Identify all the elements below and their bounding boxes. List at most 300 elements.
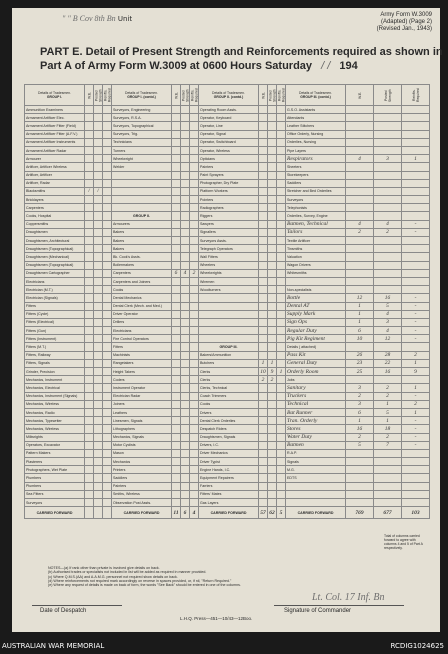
despatch-line xyxy=(32,605,122,606)
value-cell xyxy=(259,155,268,163)
value-cell xyxy=(85,392,94,400)
trade-cell: Bricklayers xyxy=(25,196,85,204)
value-cell xyxy=(277,106,286,114)
value-cell xyxy=(190,482,199,490)
trade-cell: Butchers xyxy=(199,359,259,367)
trade-cell: Attendants xyxy=(286,114,346,122)
value-cell xyxy=(103,400,112,408)
value-cell xyxy=(190,245,199,253)
trade-cell: Orderlies, Nursing xyxy=(286,138,346,146)
value-cell xyxy=(85,408,94,416)
trade-cell: Motor Cyclists xyxy=(112,441,172,449)
column-header-detail: Details of Tradesmen. GROUP II. (contd.) xyxy=(199,85,259,106)
value-cell xyxy=(94,146,103,154)
value-cell xyxy=(181,482,190,490)
value-cell xyxy=(103,351,112,359)
value-cell xyxy=(94,106,103,114)
value-cell xyxy=(259,400,268,408)
value-cell xyxy=(268,490,277,498)
column-header-detail: Details of Tradesmen. GROUP III. (contd.) xyxy=(286,85,346,106)
trade-cell: Plasterers xyxy=(25,458,85,466)
value-cell xyxy=(181,187,190,195)
trade-cell: Batmen xyxy=(286,441,346,449)
value-cell xyxy=(103,114,112,122)
trade-cell: Carpenters and Joiners xyxy=(112,277,172,285)
column-header-b: Posted Strength xyxy=(181,85,190,106)
value-cell xyxy=(94,220,103,228)
trade-cell: Truckers xyxy=(286,392,346,400)
value-cell: - xyxy=(402,417,430,425)
trade-cell: Electricians xyxy=(112,327,172,335)
value-cell xyxy=(85,458,94,466)
value-cell xyxy=(190,130,199,138)
value-cell xyxy=(259,343,268,351)
trade-cell: Carpenters xyxy=(25,204,85,212)
value-cell xyxy=(94,196,103,204)
value-cell: 10 xyxy=(346,335,374,343)
value-cell xyxy=(103,449,112,457)
value-cell xyxy=(181,106,190,114)
trade-cell xyxy=(199,318,259,326)
value-cell xyxy=(259,458,268,466)
value-cell xyxy=(172,138,181,146)
value-cell: 1 xyxy=(346,417,374,425)
table-row xyxy=(25,368,430,376)
trade-cell: Artificer, Radar xyxy=(25,179,85,187)
value-cell xyxy=(181,253,190,261)
value-cell xyxy=(172,237,181,245)
value-cell xyxy=(190,376,199,384)
trade-cell: GROUP II. xyxy=(112,212,172,220)
value-cell: 12 xyxy=(374,335,402,343)
value-cell xyxy=(181,155,190,163)
value-cell xyxy=(190,499,199,507)
table-row xyxy=(25,261,430,269)
value-cell xyxy=(346,466,374,474)
value-cell xyxy=(346,458,374,466)
value-cell xyxy=(190,146,199,154)
carried-forward-value: 6 xyxy=(181,507,190,519)
value-cell xyxy=(190,392,199,400)
value-cell xyxy=(402,376,430,384)
value-cell xyxy=(85,425,94,433)
trade-cell: EDTS xyxy=(286,474,346,482)
trade-cell: Fire Control Operators xyxy=(112,335,172,343)
trade-cell: Details ( attached) xyxy=(286,343,346,351)
trade-cell: Electrician (M.T.) xyxy=(25,286,85,294)
value-cell xyxy=(402,138,430,146)
value-cell xyxy=(268,245,277,253)
trade-cell: Surveyors xyxy=(286,196,346,204)
value-cell xyxy=(172,490,181,498)
value-cell xyxy=(181,392,190,400)
trade-cell: Painters xyxy=(112,482,172,490)
value-cell xyxy=(268,318,277,326)
value-cell xyxy=(85,466,94,474)
trade-cell: Artificer, Artificer Wireless xyxy=(25,163,85,171)
value-cell xyxy=(268,392,277,400)
value-cell xyxy=(94,130,103,138)
value-cell xyxy=(85,499,94,507)
unit-field xyxy=(62,14,132,23)
value-cell xyxy=(268,458,277,466)
trade-cell: Ammunition Examiners xyxy=(25,106,85,114)
trade-cell: Rangetakers xyxy=(112,359,172,367)
value-cell: - xyxy=(402,228,430,236)
trade-cell: Coach Trimmers xyxy=(199,392,259,400)
value-cell xyxy=(346,114,374,122)
value-cell xyxy=(172,466,181,474)
table-row xyxy=(25,408,430,416)
value-cell xyxy=(85,433,94,441)
value-cell xyxy=(85,417,94,425)
value-cell xyxy=(374,343,402,351)
value-cell xyxy=(190,359,199,367)
value-cell xyxy=(85,196,94,204)
trade-cell: Drivers xyxy=(199,408,259,416)
value-cell: - xyxy=(402,318,430,326)
carried-forward-value: 677 xyxy=(374,507,402,519)
table-row xyxy=(25,490,430,498)
value-cell: 18 xyxy=(374,425,402,433)
value-cell xyxy=(277,351,286,359)
trade-cell: Surveyors, R.S.A. xyxy=(112,114,172,122)
value-cell: 25 xyxy=(346,368,374,376)
trade-cell: Photographer, Dry Plate xyxy=(199,179,259,187)
column-header-a: W.E. xyxy=(172,85,181,106)
trade-cell: Joiners xyxy=(112,400,172,408)
table-row xyxy=(25,474,430,482)
value-cell xyxy=(85,335,94,343)
value-cell xyxy=(85,114,94,122)
trade-cell: Dental AT xyxy=(286,302,346,310)
carried-forward-label: CARRIED FORWARD xyxy=(286,507,346,519)
value-cell xyxy=(85,318,94,326)
trade-cell: Lithographers xyxy=(112,425,172,433)
value-cell: 5 xyxy=(374,302,402,310)
value-cell xyxy=(259,253,268,261)
value-cell xyxy=(346,187,374,195)
value-cell xyxy=(259,146,268,154)
value-cell xyxy=(103,466,112,474)
value-cell xyxy=(85,171,94,179)
value-cell xyxy=(374,138,402,146)
value-cell xyxy=(85,277,94,285)
trade-cell: Sign Ops xyxy=(286,318,346,326)
value-cell xyxy=(85,155,94,163)
value-cell xyxy=(268,269,277,277)
table-row xyxy=(25,499,430,507)
value-cell: 4 xyxy=(374,327,402,335)
value-cell xyxy=(268,163,277,171)
value-cell xyxy=(181,114,190,122)
value-cell xyxy=(181,368,190,376)
value-cell xyxy=(94,335,103,343)
value-cell xyxy=(277,196,286,204)
value-cell xyxy=(402,204,430,212)
value-cell xyxy=(346,245,374,253)
value-cell: 1 xyxy=(402,359,430,367)
value-cell: 22 xyxy=(374,359,402,367)
trade-cell: Cooks xyxy=(199,400,259,408)
trade-cell: Blacksmiths xyxy=(25,187,85,195)
value-cell xyxy=(85,368,94,376)
value-cell xyxy=(346,204,374,212)
value-cell xyxy=(94,302,103,310)
trade-cell: Mechanics, Signals xyxy=(112,433,172,441)
value-cell xyxy=(172,155,181,163)
trade-cell: Smiths, Wireless xyxy=(112,490,172,498)
trade-cell: Tinsmiths xyxy=(286,245,346,253)
value-cell xyxy=(103,212,112,220)
value-cell xyxy=(181,245,190,253)
value-cell xyxy=(190,138,199,146)
value-cell xyxy=(374,449,402,457)
unit-value: " " B Cov 8th Bn xyxy=(62,14,116,23)
value-cell: 6 xyxy=(172,269,181,277)
value-cell xyxy=(94,228,103,236)
value-cell xyxy=(85,441,94,449)
trade-cell: Equipment Repairers xyxy=(199,474,259,482)
value-cell: 9 xyxy=(268,368,277,376)
column-header-c: Reinfts. Required xyxy=(277,85,286,106)
trade-cell: M.G. xyxy=(286,466,346,474)
trade-cell xyxy=(199,327,259,335)
value-cell xyxy=(172,171,181,179)
value-cell: 2 xyxy=(346,392,374,400)
value-cell xyxy=(268,187,277,195)
table-row xyxy=(25,179,430,187)
table-row xyxy=(25,417,430,425)
value-cell xyxy=(172,368,181,376)
value-cell xyxy=(190,310,199,318)
value-cell xyxy=(346,499,374,507)
value-cell xyxy=(277,114,286,122)
value-cell xyxy=(190,343,199,351)
trade-cell: Jobs xyxy=(286,376,346,384)
value-cell: 2 xyxy=(402,400,430,408)
unit-label: Unit xyxy=(117,15,133,23)
trade-cell: Orderlies, Survey, Engine xyxy=(286,212,346,220)
trade-cell: Leather Stitchers xyxy=(286,122,346,130)
value-cell: - xyxy=(402,302,430,310)
trade-cell: Pipe Layers xyxy=(286,146,346,154)
value-cell xyxy=(277,376,286,384)
trade-cell: Technicians xyxy=(112,138,172,146)
value-cell xyxy=(190,228,199,236)
trade-cell: Draughtsmen xyxy=(25,228,85,236)
value-cell xyxy=(103,343,112,351)
archive-credit: AUSTRALIAN WAR MEMORIAL xyxy=(2,642,105,650)
value-cell: 9 xyxy=(402,368,430,376)
value-cell xyxy=(277,122,286,130)
value-cell xyxy=(346,179,374,187)
value-cell xyxy=(190,163,199,171)
value-cell xyxy=(259,130,268,138)
value-cell xyxy=(268,146,277,154)
value-cell xyxy=(190,400,199,408)
value-cell xyxy=(172,458,181,466)
value-cell xyxy=(402,261,430,269)
trade-cell: Machinists xyxy=(112,351,172,359)
value-cell xyxy=(190,106,199,114)
table-row xyxy=(25,237,430,245)
trade-cell: Carpenters xyxy=(112,269,172,277)
value-cell: 1 xyxy=(259,359,268,367)
value-cell: / xyxy=(85,187,94,195)
value-cell xyxy=(85,253,94,261)
value-cell: 2 xyxy=(346,228,374,236)
note-line: (b) Authorised trades or specialists not included in list will be added as required in manner provided. xyxy=(48,570,207,575)
carried-forward-value: 103 xyxy=(402,507,430,519)
form-reference xyxy=(377,12,432,33)
trade-cell: Draughtsmen (Topographical) xyxy=(25,245,85,253)
value-cell xyxy=(85,310,94,318)
trade-cell: Tran. Orderly xyxy=(286,417,346,425)
date-handwritten: / / xyxy=(321,60,331,72)
trade-cell: Observation Post Assts. xyxy=(112,499,172,507)
trade-cell: Bakers xyxy=(112,245,172,253)
value-cell xyxy=(374,196,402,204)
value-cell: 6 xyxy=(346,327,374,335)
trade-cell: Riggers xyxy=(199,212,259,220)
trade-cell xyxy=(286,482,346,490)
trade-cell: Mechanics, Wireless xyxy=(25,425,85,433)
trade-cell: Whitesmiths xyxy=(286,269,346,277)
value-cell xyxy=(103,417,112,425)
value-cell xyxy=(172,220,181,228)
column-header-c: Reinfts. Required xyxy=(103,85,112,106)
carried-forward-value xyxy=(85,507,94,519)
value-cell xyxy=(85,490,94,498)
value-cell xyxy=(172,212,181,220)
value-cell xyxy=(103,245,112,253)
value-cell xyxy=(268,253,277,261)
trade-cell: Boilermakers xyxy=(112,261,172,269)
carried-forward-value: 57 xyxy=(259,507,268,519)
trade-cell xyxy=(199,302,259,310)
value-cell xyxy=(190,179,199,187)
value-cell xyxy=(103,122,112,130)
trade-cell: Leathers xyxy=(112,408,172,416)
value-cell xyxy=(94,269,103,277)
value-cell xyxy=(268,204,277,212)
trade-cell: Fitters (Gun) xyxy=(25,327,85,335)
value-cell xyxy=(259,237,268,245)
value-cell xyxy=(94,425,103,433)
value-cell xyxy=(85,106,94,114)
value-cell xyxy=(190,212,199,220)
value-cell xyxy=(181,499,190,507)
value-cell xyxy=(268,302,277,310)
value-cell xyxy=(190,196,199,204)
value-cell xyxy=(259,425,268,433)
value-cell: 4 xyxy=(374,310,402,318)
value-cell xyxy=(103,130,112,138)
value-cell xyxy=(259,269,268,277)
trade-cell: Electrician (Signals) xyxy=(25,294,85,302)
table-row xyxy=(25,302,430,310)
trade-cell: Armament Artificer Radar xyxy=(25,146,85,154)
value-cell xyxy=(190,327,199,335)
trade-cell: Fitters (Cycle) xyxy=(25,310,85,318)
table-row xyxy=(25,138,430,146)
value-cell: 2 xyxy=(374,433,402,441)
trade-cell: Wheelwright xyxy=(112,155,172,163)
trade-cell: Armament Artificer Fitter (A.F.V.) xyxy=(25,130,85,138)
value-cell xyxy=(103,368,112,376)
trade-cell: GROUP III. xyxy=(199,343,259,351)
value-cell xyxy=(94,359,103,367)
value-cell: 4 xyxy=(346,155,374,163)
value-cell xyxy=(268,228,277,236)
value-cell xyxy=(277,417,286,425)
table-row xyxy=(25,253,430,261)
value-cell xyxy=(172,286,181,294)
value-cell xyxy=(259,294,268,302)
value-cell xyxy=(259,122,268,130)
value-cell xyxy=(259,106,268,114)
trade-cell: Armament Artificer Elec. xyxy=(25,114,85,122)
value-cell xyxy=(172,343,181,351)
value-cell xyxy=(172,408,181,416)
value-cell xyxy=(268,310,277,318)
value-cell xyxy=(277,212,286,220)
value-cell xyxy=(103,196,112,204)
value-cell xyxy=(268,294,277,302)
value-cell xyxy=(402,277,430,285)
value-cell xyxy=(190,458,199,466)
value-cell xyxy=(277,449,286,457)
value-cell xyxy=(85,237,94,245)
table-row xyxy=(25,212,430,220)
value-cell xyxy=(402,122,430,130)
value-cell xyxy=(181,408,190,416)
value-cell xyxy=(402,269,430,277)
trade-cell: Millwrights xyxy=(25,433,85,441)
trade-cell: Fitters (M.T.) xyxy=(25,343,85,351)
trade-cell: Non-specialists xyxy=(286,286,346,294)
value-cell xyxy=(374,106,402,114)
trade-cell: Fitters, Signals xyxy=(25,359,85,367)
table-row xyxy=(25,277,430,285)
value-cell: 4 xyxy=(374,220,402,228)
value-cell xyxy=(259,474,268,482)
column-header-detail: Details of Tradesmen. GROUP I. xyxy=(25,85,85,106)
trade-cell: Opticians xyxy=(199,155,259,163)
trade-cell: R.A.P. xyxy=(286,449,346,457)
value-cell xyxy=(94,466,103,474)
value-cell xyxy=(268,155,277,163)
value-cell xyxy=(85,302,94,310)
date-of-despatch-label: Date of Despatch xyxy=(40,608,87,614)
value-cell: 16 xyxy=(374,368,402,376)
value-cell xyxy=(259,310,268,318)
value-cell xyxy=(181,163,190,171)
value-cell xyxy=(181,212,190,220)
value-cell xyxy=(190,441,199,449)
value-cell: 4 xyxy=(346,220,374,228)
value-cell xyxy=(190,171,199,179)
value-cell xyxy=(268,261,277,269)
note-line: NOTES—(a) If rank other than private is involved give details on back. xyxy=(48,566,160,570)
value-cell xyxy=(94,392,103,400)
trade-cell: Surveyors, Engineering xyxy=(112,106,172,114)
carried-forward-row xyxy=(25,507,430,519)
value-cell: 5 xyxy=(346,441,374,449)
value-cell xyxy=(374,499,402,507)
value-cell: 1 xyxy=(346,310,374,318)
